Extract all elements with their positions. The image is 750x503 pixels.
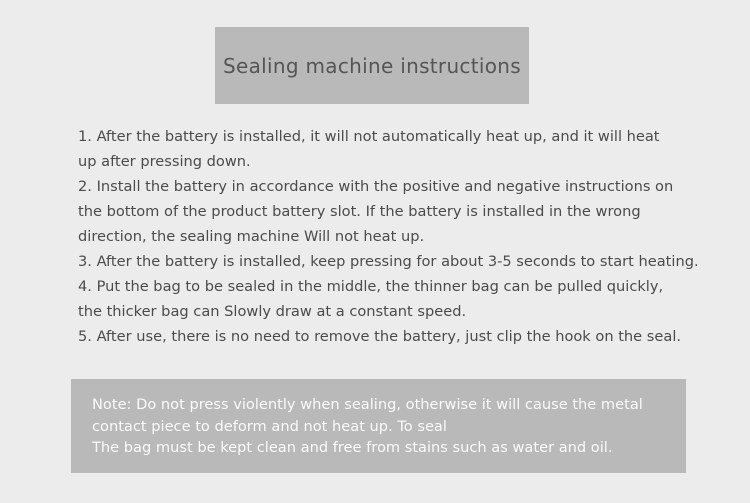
instruction-line: 5. After use, there is no need to remove the battery, just clip the hook on the seal. [78,328,682,345]
note-line: The bag must be kept clean and free from stains such as water and oil. [92,439,613,456]
instruction-line: 2. Install the battery in accordance with the positive and negative instructions on [78,178,674,195]
note-line: contact piece to deform and not heat up. To seal [92,417,447,435]
title-banner [215,27,529,104]
instruction-line: up after pressing down. [78,153,251,170]
note-text [92,394,643,459]
note-box [71,379,686,473]
instructions-list [78,124,738,349]
instruction-line: the bottom of the product battery slot. If the battery is installed in the wrong [78,203,641,220]
instruction-line: the thicker bag can Slowly draw at a constant speed. [78,303,467,320]
instruction-line: 1. After the battery is installed, it will not automatically heat up, and it will heat [78,128,660,145]
instruction-line: direction, the sealing machine Will not heat up. [78,228,425,245]
page-title: Sealing machine instructions [223,53,521,78]
instruction-line: 4. Put the bag to be sealed in the middle, the thinner bag can be pulled quickly, [78,278,664,295]
note-line: Note: Do not press violently when sealing, otherwise it will cause the metal [92,396,643,413]
instruction-line: 3. After the battery is installed, keep pressing for about 3-5 seconds to start heating. [78,253,699,270]
